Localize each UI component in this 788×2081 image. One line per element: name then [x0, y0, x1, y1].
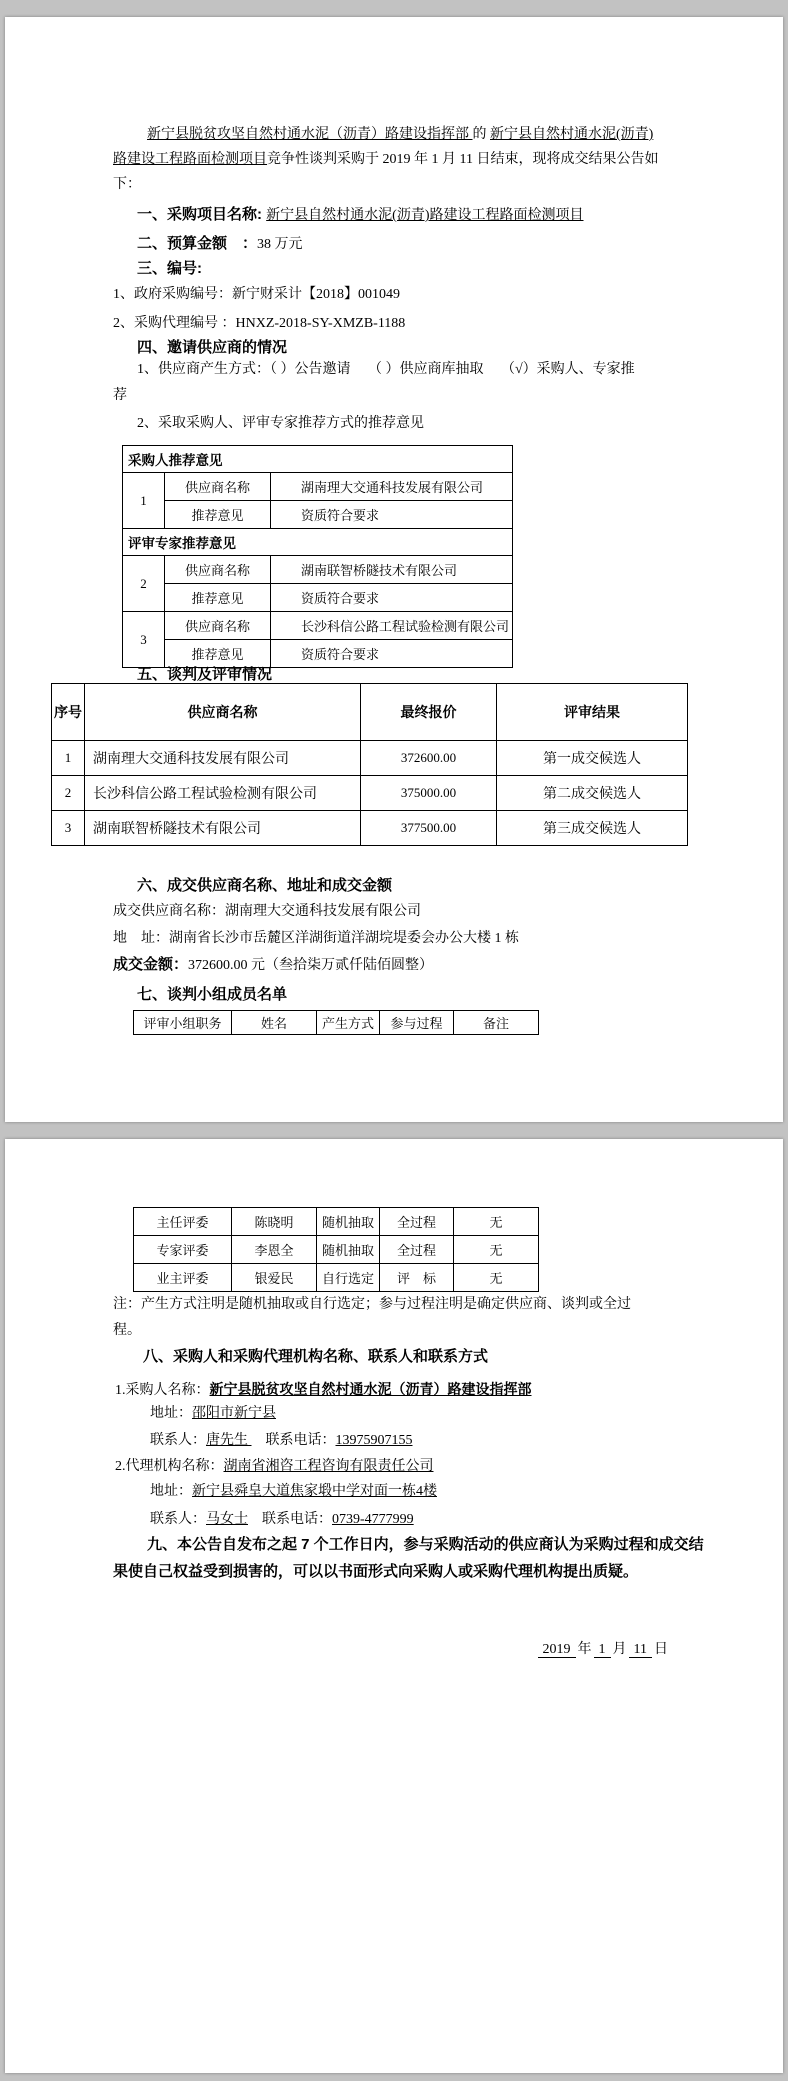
agent-name-value: 湖南省湘咨工程咨询有限责任公司 — [223, 1459, 434, 1474]
buyer-name-value: 新宁县脱贫攻坚自然村通水泥（沥青）路建设指挥部 — [209, 1381, 532, 1397]
section-invited-suppliers: 四、邀请供应商的情况 — [137, 339, 288, 356]
panel-method-cell: 随机抽取 — [317, 1236, 380, 1264]
item-budget-label: 二、预算金额 ： — [137, 235, 258, 252]
group-title-expert-cell: 评审专家推荐意见 — [123, 529, 513, 556]
supplier-name-label-cell: 供应商名称 — [165, 556, 271, 584]
item-number-heading: 三、编号: — [137, 260, 202, 277]
project-name-part1: 新宁县自然村通水泥(沥青) — [490, 127, 654, 142]
agent-name-line — [115, 1454, 434, 1480]
panel-remark-cell: 无 — [454, 1208, 539, 1236]
section-contacts: 八、采购人和采购代理机构名称、联系人和联系方式 — [143, 1348, 489, 1365]
item-supplier-source — [113, 357, 635, 409]
intro-rest-end: 下： — [113, 177, 141, 192]
buyer-address-line — [150, 1401, 276, 1427]
item-budget-value: 38 万元 — [257, 237, 303, 252]
objection-line1: 九、本公告自发布之起 7 个工作日内，参与采购活动的供应商认为采购过程和成交结 — [147, 1536, 704, 1553]
agent-contact-value: 马女士 — [206, 1512, 248, 1527]
bid-no-cell: 1 — [52, 741, 85, 776]
document-page-1 — [5, 17, 783, 1122]
document-viewer — [0, 17, 788, 2081]
note-line1: 注：产生方式注明是随机抽取或自行选定；参与过程注明是确定供应商、谈判或全过 — [113, 1297, 631, 1312]
date-day: 11 — [629, 1642, 652, 1658]
bid-result-cell: 第二成交候选人 — [497, 776, 688, 811]
bid-no-cell: 3 — [52, 811, 85, 846]
bid-price-cell: 377500.00 — [361, 811, 497, 846]
opinion-cell: 资质符合要求 — [271, 640, 513, 668]
section-panel-list: 七、谈判小组成员名单 — [137, 986, 288, 1003]
buyer-address-value: 邵阳市新宁县 — [192, 1406, 276, 1421]
table-row — [123, 584, 513, 612]
table-row — [134, 1264, 539, 1292]
supplier-name-cell: 长沙科信公路工程试验检测有限公司 — [271, 612, 513, 640]
buyer-contact-value: 唐先生 — [206, 1433, 252, 1448]
item-gov-procurement-no: 1、政府采购编号：新宁财采计【2018】001049 — [113, 287, 400, 302]
panel-role-cell: 业主评委 — [134, 1264, 232, 1292]
bid-result-cell: 第三成交候选人 — [497, 811, 688, 846]
agent-tel-label: 联系电话： — [248, 1512, 332, 1527]
table-row — [134, 1208, 539, 1236]
bid-price-cell: 372600.00 — [361, 741, 497, 776]
section-objection — [113, 1531, 704, 1585]
supplier-name-label-cell: 供应商名称 — [165, 473, 271, 501]
table-row — [123, 529, 513, 556]
table-row — [52, 741, 688, 776]
section-winner-info: 六、成交供应商名称、地址和成交金额 — [137, 877, 393, 894]
panel-name-cell: 李恩全 — [232, 1236, 317, 1264]
panel-header-method-cell: 产生方式 — [317, 1011, 380, 1035]
header-price-cell: 最终报价 — [361, 684, 497, 741]
table-row — [123, 473, 513, 501]
bid-supplier-cell: 长沙科信公路工程试验检测有限公司 — [85, 776, 361, 811]
table-header-row — [134, 1011, 539, 1035]
table-row — [123, 501, 513, 529]
buyer-tel-value: 13975907155 — [335, 1433, 413, 1448]
panel-role-cell: 专家评委 — [134, 1236, 232, 1264]
buyer-name-line — [115, 1376, 532, 1404]
opinion-label-cell: 推荐意见 — [165, 584, 271, 612]
buyer-contact-line — [150, 1428, 413, 1454]
bid-result-cell: 第一成交候选人 — [497, 741, 688, 776]
panel-name-cell: 陈晓明 — [232, 1208, 317, 1236]
panel-method-cell: 随机抽取 — [317, 1208, 380, 1236]
winner-amount-label: 成交金额： — [113, 956, 189, 973]
buyer-contact-label: 联系人： — [150, 1433, 206, 1448]
panel-header-name-cell: 姓名 — [232, 1011, 317, 1035]
row-number-cell: 1 — [123, 473, 165, 529]
item-budget — [137, 231, 303, 258]
buyer-address-label: 地址： — [150, 1406, 192, 1421]
panel-header-role-cell: 评审小组职务 — [134, 1011, 232, 1035]
group-title-buyer-cell: 采购人推荐意见 — [123, 446, 513, 473]
table-row — [123, 556, 513, 584]
document-page-2 — [5, 1139, 783, 2073]
winner-name-line: 成交供应商名称：湖南理大交通科技发展有限公司 — [113, 904, 421, 919]
date-month: 1 — [594, 1642, 611, 1658]
table-row — [134, 1236, 539, 1264]
item-agency-no: 2、采购代理编号 ：HNXZ-2018-SY-XMZB-1188 — [113, 316, 406, 331]
panel-process-cell: 评 标 — [380, 1264, 454, 1292]
bid-evaluation-table — [51, 683, 688, 846]
row-number-cell: 3 — [123, 612, 165, 668]
row-number-cell: 2 — [123, 556, 165, 612]
supplier-name-label-cell: 供应商名称 — [165, 612, 271, 640]
bid-price-cell: 375000.00 — [361, 776, 497, 811]
agent-name-label: 2.代理机构名称： — [115, 1459, 224, 1474]
intro-paragraph — [113, 122, 658, 197]
opinion-label-cell: 推荐意见 — [165, 501, 271, 529]
buyer-tel-label: 联系电话： — [251, 1433, 336, 1448]
item-recommend-opinion: 2、采取采购人、评审专家推荐方式的推荐意见 — [137, 416, 424, 431]
supplier-source-line2: 荐 — [113, 388, 127, 403]
panel-process-cell: 全过程 — [380, 1208, 454, 1236]
bid-no-cell: 2 — [52, 776, 85, 811]
panel-table-header — [133, 1010, 539, 1035]
table-header-row — [52, 684, 688, 741]
date-year-unit: 年 — [577, 1642, 592, 1657]
agent-contact-line — [150, 1507, 414, 1533]
supplier-name-cell: 湖南理大交通科技发展有限公司 — [271, 473, 513, 501]
project-name-part2: 路建设工程路面检测项目 — [113, 152, 267, 167]
winner-address-line: 地 址：湖南省长沙市岳麓区洋湖街道洋湖垸堤委会办公大楼 1 栋 — [113, 931, 519, 946]
note-paragraph — [113, 1292, 631, 1344]
intro-conjunction: 的 — [472, 127, 490, 142]
winner-amount-line — [113, 952, 433, 979]
panel-header-remark-cell: 备注 — [454, 1011, 539, 1035]
panel-remark-cell: 无 — [454, 1264, 539, 1292]
winner-amount-value: 372600.00 元（叁拾柒万贰仟陆佰圆整） — [188, 958, 434, 973]
item-project-name — [137, 202, 584, 229]
header-no-cell: 序号 — [52, 684, 85, 741]
recommendation-table — [122, 445, 513, 668]
date-day-unit: 日 — [654, 1642, 668, 1657]
date-year: 2019 — [538, 1642, 576, 1658]
agent-address-value: 新宁县舜皇大道焦家塅中学对面一栋4楼 — [192, 1484, 437, 1499]
section-negotiation-review: 五、谈判及评审情况 — [137, 666, 273, 683]
panel-header-process-cell: 参与过程 — [380, 1011, 454, 1035]
header-supplier-cell: 供应商名称 — [85, 684, 361, 741]
table-row — [123, 446, 513, 473]
opinion-label-cell: 推荐意见 — [165, 640, 271, 668]
item-project-name-value: 新宁县自然村通水泥(沥青)路建设工程路面检测项目 — [266, 208, 584, 223]
header-result-cell: 评审结果 — [497, 684, 688, 741]
item-project-name-label: 一、采购项目名称: — [137, 206, 267, 223]
table-row — [123, 612, 513, 640]
purchaser-name: 新宁县脱贫攻坚自然村通水泥（沥青）路建设指挥部 — [147, 127, 473, 142]
opinion-cell: 资质符合要求 — [271, 584, 513, 612]
table-row — [52, 811, 688, 846]
buyer-name-label: 1.采购人名称： — [115, 1383, 210, 1398]
opinion-cell: 资质符合要求 — [271, 501, 513, 529]
panel-table-rows — [133, 1207, 539, 1292]
panel-role-cell: 主任评委 — [134, 1208, 232, 1236]
agent-address-line — [150, 1479, 437, 1505]
objection-line2: 果使自己权益受到损害的，可以以书面形式向采购人或采购代理机构提出质疑。 — [113, 1563, 639, 1580]
intro-rest: 竞争性谈判采购于 2019 年 1 月 11 日结束，现将成交结果公告如 — [267, 152, 659, 167]
agent-address-label: 地址： — [150, 1484, 192, 1499]
panel-name-cell: 银爱民 — [232, 1264, 317, 1292]
agent-contact-label: 联系人： — [150, 1512, 206, 1527]
agent-tel-value: 0739-4777999 — [332, 1512, 414, 1527]
panel-method-cell: 自行选定 — [317, 1264, 380, 1292]
date-month-unit: 月 — [612, 1642, 627, 1657]
panel-remark-cell: 无 — [454, 1236, 539, 1264]
note-line2: 程。 — [113, 1323, 141, 1338]
panel-process-cell: 全过程 — [380, 1236, 454, 1264]
supplier-name-cell: 湖南联智桥隧技术有限公司 — [271, 556, 513, 584]
bid-supplier-cell: 湖南理大交通科技发展有限公司 — [85, 741, 361, 776]
table-row — [52, 776, 688, 811]
date-line — [538, 1637, 670, 1663]
supplier-source-line1: 1、供应商产生方式：（ ）公告邀请 （ ）供应商库抽取 （√）采购人、专家推 — [137, 362, 635, 377]
bid-supplier-cell: 湖南联智桥隧技术有限公司 — [85, 811, 361, 846]
